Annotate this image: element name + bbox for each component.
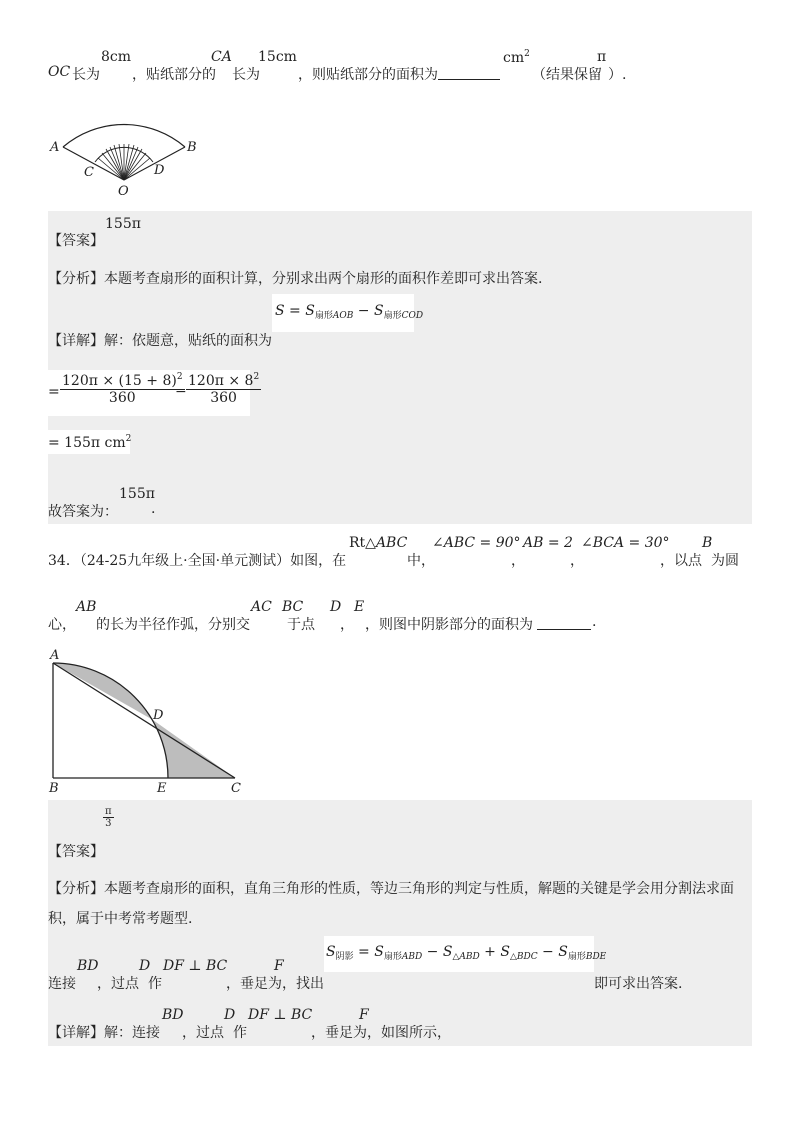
- text-detail-tag: 【详解】解：连接: [48, 1025, 160, 1041]
- text-chuizu: ，垂足为: [226, 976, 282, 992]
- q33-formula-box: [272, 294, 424, 332]
- math-d: D: [330, 599, 342, 615]
- text-xin: 心，: [48, 617, 76, 633]
- q33-answer-tag: 【答案】: [48, 233, 104, 249]
- text-zhong: 中，: [407, 553, 435, 569]
- label-a: A: [50, 648, 60, 663]
- q33-conclusion-end: .: [151, 501, 156, 517]
- text-center: 为圆: [711, 553, 739, 569]
- math-df-bc-2: DF ⊥ BC: [248, 1007, 313, 1023]
- text-area-is: ，则贴纸部分的面积为: [298, 67, 438, 83]
- text-guo-2: ，过点: [182, 1025, 224, 1041]
- math-8cm: 8cm: [101, 49, 132, 65]
- q33-calc-box: [48, 370, 260, 416]
- q33-formula: $S = S_{扇形AOB} - S_{扇形COD}$: [275, 303, 424, 321]
- calc-eq: =: [48, 384, 60, 400]
- q34-answer-value: $\frac{\pi}{3}$: [105, 806, 112, 829]
- math-pi: π: [597, 49, 607, 65]
- fan-figure: [48, 104, 208, 199]
- calc-frac-2: $\frac{120\pi \times 8^2}{360}$: [188, 372, 260, 406]
- math-angle-bca: ∠BCA = 30°: [581, 535, 670, 551]
- calc-frac-1: $\frac{120\pi \times (15 + 8)^2}{360}$: [62, 372, 183, 406]
- label-d: D: [153, 708, 164, 723]
- text-point: ，以点: [660, 553, 702, 569]
- fan-ribs: [98, 144, 150, 180]
- text-shadow-area: ，则图中阴影部分的面积为: [365, 617, 533, 633]
- shaded-segment: [53, 663, 153, 720]
- text-guo: ，过点: [97, 976, 139, 992]
- text-radius: 的长为半径作弧，分别交: [96, 617, 250, 633]
- math-d: D: [139, 958, 151, 974]
- answer-blank: [438, 64, 500, 80]
- math-f: F: [274, 958, 284, 974]
- text-long-is-2: 长为: [232, 67, 260, 83]
- math-ac: AC: [251, 599, 272, 615]
- math-ab: AB: [76, 599, 97, 615]
- math-ab-2: AB = 2: [523, 535, 573, 551]
- text-zhaochu: ，找出: [282, 976, 324, 992]
- text-comma-2: ，: [570, 553, 584, 569]
- label-c: C: [84, 165, 94, 180]
- text-paper-part: ，贴纸部分的: [132, 67, 216, 83]
- text-zuo-2: 作: [233, 1025, 247, 1041]
- text-as-shown: ，如图所示，: [367, 1025, 451, 1041]
- q33-result-box: [48, 430, 130, 454]
- text-comma-1: ，: [511, 553, 525, 569]
- math-bd-2: BD: [162, 1007, 184, 1023]
- math-rt-abc: Rt△ABC: [349, 535, 408, 551]
- q34-analysis-l1: 【分析】本题考查扇形的面积，直角三角形的性质，等边三角形的判定与性质，解题的关键是学会用分割法求面: [48, 881, 734, 897]
- math-bd: BD: [77, 958, 99, 974]
- q33-answer-value: 155π: [105, 216, 141, 232]
- label-c: C: [231, 781, 241, 794]
- label-b: B: [187, 140, 197, 155]
- side-ac: [53, 663, 235, 778]
- text-connect: 连接: [48, 976, 76, 992]
- q33-conclusion-text: 故答案为：: [48, 504, 118, 520]
- label-e: E: [157, 781, 167, 794]
- q34-answer-tag: 【答案】: [48, 844, 104, 860]
- calc-minus: −: [175, 384, 187, 400]
- label-a: A: [50, 140, 60, 155]
- q34-number: 34．（24-25九年级上·全国·单元测试）如图，在: [48, 553, 347, 569]
- outer-arc: [63, 125, 185, 147]
- math-ca: CA: [211, 49, 232, 65]
- q33-analysis: 【分析】本题考查扇形的面积计算，分别求出两个扇形的面积作差即可求出答案.: [48, 271, 543, 287]
- text-comma: ，: [340, 617, 354, 633]
- math-f-2: F: [359, 1007, 369, 1023]
- text-yu: 于点: [287, 617, 315, 633]
- math-15cm: 15cm: [258, 49, 297, 65]
- q33-solution-panel: [48, 211, 752, 524]
- q33-detail: 【详解】解：依题意，贴纸的面积为: [48, 333, 272, 349]
- text-keep-pi: （结果保留: [532, 67, 602, 83]
- label-b: B: [49, 781, 59, 794]
- q34-formula-box: [324, 936, 607, 972]
- math-bc: BC: [282, 599, 304, 615]
- text-zuo: 作: [148, 976, 162, 992]
- text-chuizu-2: ，垂足为: [311, 1025, 367, 1041]
- q33-conclusion-value: 155π: [119, 486, 155, 502]
- math-cm2: $cm^2$: [503, 49, 530, 66]
- text-long-is: 长为: [72, 67, 100, 83]
- math-angle-abc: ∠ABC = 90°: [432, 535, 521, 551]
- label-o: O: [118, 184, 129, 199]
- label-d: D: [154, 163, 165, 178]
- text-period: .: [592, 614, 597, 630]
- triangle-figure: [44, 644, 254, 794]
- text-paren-close: ）.: [608, 67, 627, 83]
- shaded-region: [153, 720, 235, 778]
- answer-blank-34: [537, 614, 591, 630]
- math-df-bc: DF ⊥ BC: [163, 958, 228, 974]
- math-oc: OC: [48, 64, 71, 80]
- q33-result: = 155π $cm^2$: [48, 434, 132, 451]
- math-d-2: D: [224, 1007, 236, 1023]
- math-b: B: [702, 535, 713, 551]
- text-tail: 即可求出答案.: [594, 976, 683, 992]
- q34-formula: $S_{阴影} = S_{扇形ABD} - S_{\triangle ABD} + S_{\triangle BDC} - S_{扇形BDE}$: [326, 944, 607, 962]
- q34-analysis-l2: 积，属于中考常考题型.: [48, 911, 193, 927]
- math-e: E: [354, 599, 365, 615]
